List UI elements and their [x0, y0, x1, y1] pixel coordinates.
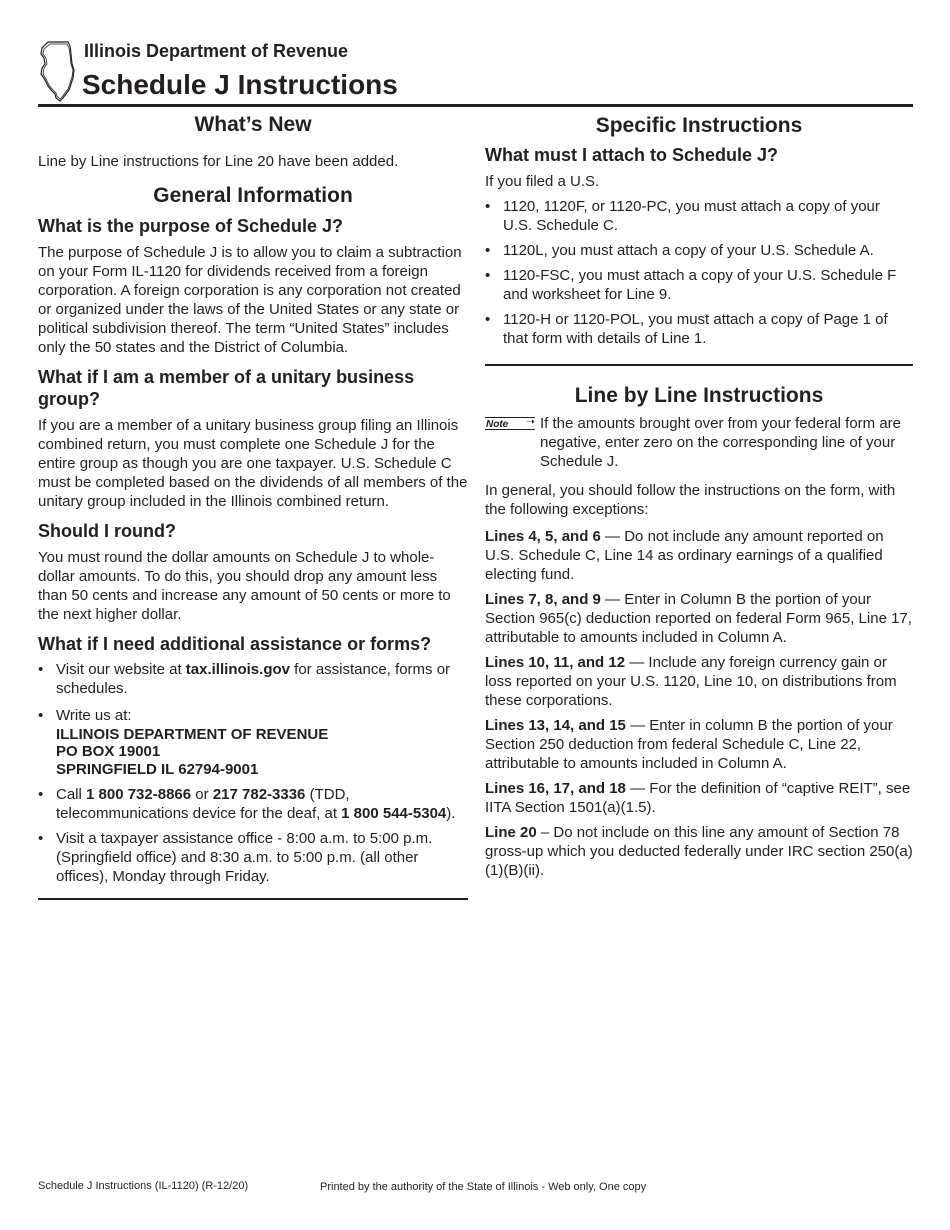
general-exceptions-text: In general, you should follow the instructions on the form, with the following exceptions: [485, 482, 896, 518]
purpose-answer: The purpose of Schedule J is to allow you to claim a subtraction on your Form IL-1120 for dividends received from a foreign corporation. A foreign corporation is any corporation not created or organized under the laws of the United States or any state or political subdivision thereof. The term “United States” includes only the 50 states and the District of Columbia. [38, 244, 462, 356]
specific-instructions-heading: Specific Instructions [595, 114, 803, 137]
attach-list [485, 197, 913, 348]
line-instruction: Lines 16, 17, and 18 — For the definition of “captive REIT”, see IITA Section 1501(a)(1.5). [485, 780, 911, 816]
list-item: • Visit a taxpayer assistance office - 8:00 a.m. to 5:00 p.m. (Springfield office) and 8:30 a.m. to 5:00 p.m. (all other offices), Monday through Friday. [38, 829, 468, 886]
line-instruction: Lines 10, 11, and 12 — Include any foreign currency gain or loss reported on your U.S. 1120, Line 10, on distributions from these corporations. [485, 654, 897, 709]
assistance-question: What if I need additional assistance or forms? [38, 634, 432, 654]
phone-number: 217 782-3336 [212, 786, 306, 803]
website-link[interactable]: tax.illinois.gov [185, 661, 290, 678]
assistance-list [38, 660, 468, 886]
page-title: Schedule J Instructions [82, 69, 398, 100]
list-item: • 1120-H or 1120-POL, you must attach a copy of Page 1 of that form with details of Line 1. [485, 310, 913, 348]
unitary-answer: If you are a member of a unitary business group filing an Illinois combined return, you must complete one Schedule J for the entire group as though you are one taxpayer. U.S. Schedule C must be completed based on the dividends of all members of the unitary group included in the Illinois combined return. [38, 417, 468, 510]
list-item: • 1120-FSC, you must attach a copy of your U.S. Schedule F and worksheet for Line 9. [485, 266, 913, 304]
line-instruction: Lines 7, 8, and 9 — Enter in Column B the portion of your Section 965(c) deduction reported on federal Form 965, Line 17, attributable to amounts included in Column A. [485, 591, 912, 646]
illinois-state-outline-icon [38, 40, 78, 102]
phone-number: 1 800 544-5304 [341, 805, 447, 822]
general-information-heading: General Information [153, 184, 353, 207]
attach-intro: If you filed a U.S. [485, 173, 600, 190]
line-instruction: Lines 13, 14, and 15 — Enter in column B the portion of your Section 250 deduction from federal Schedule C, Line 22, attributable to amounts included in Column A. [485, 717, 893, 772]
list-item: • Visit our website at tax.illinois.gov for assistance, forms or schedules. [38, 660, 468, 698]
left-column [38, 110, 468, 900]
whats-new-text: Line by Line instructions for Line 20 have been added. [38, 153, 399, 170]
mailing-address-line: ILLINOIS DEPARTMENT OF REVENUE [56, 726, 329, 743]
list-item: • 1120L, you must attach a copy of your U.S. Schedule A. [485, 241, 913, 260]
footer-form-id: Schedule J Instructions (IL-1120) (R-12/20) [38, 1180, 249, 1192]
list-item: • Write us at: ILLINOIS DEPARTMENT OF REVENUE PO BOX 19001 SPRINGFIELD IL 62794-9001 [38, 706, 468, 779]
section-divider [485, 364, 913, 366]
right-column [485, 110, 913, 880]
phone-number: 1 800 732-8866 [86, 786, 192, 803]
whats-new-heading: What’s New [194, 113, 312, 136]
line-instruction: Lines 4, 5, and 6 — Do not include any amount reported on U.S. Schedule C, Line 14 as ordinary earnings of a qualified electing fund. [485, 528, 884, 583]
section-divider [38, 898, 468, 900]
line-by-line-heading: Line by Line Instructions [574, 384, 824, 407]
page-header [38, 40, 912, 104]
note-callout [485, 414, 913, 471]
purpose-question: What is the purpose of Schedule J? [38, 216, 344, 236]
mailing-address-line: PO BOX 19001 [56, 743, 161, 760]
unitary-question: What if I am a member of a unitary business group? [38, 367, 415, 409]
note-icon: Note ➝ [486, 416, 535, 430]
round-answer: You must round the dollar amounts on Schedule J to whole-dollar amounts. To do this, you should drop any amount less than 50 cents and increase any amount of 50 cents or more to the next higher dollar. [38, 549, 451, 623]
list-item: • Call 1 800 732-8866 or 217 782-3336 (TDD, telecommunications device for the deaf, at 1 800 544-5304). [38, 785, 468, 823]
note-text: If the amounts brought over from your federal form are negative, enter zero on the corresponding line of your Schedule J. [540, 415, 902, 470]
footer-authority: Printed by the authority of the State of Illinois - Web only, One copy [320, 1181, 647, 1193]
agency-name: Illinois Department of Revenue [84, 41, 349, 61]
line-instruction: Line 20 – Do not include on this line any amount of Section 78 gross-up which you deducted federally under IRC section 250(a)(1)(B)(ii). [485, 824, 913, 879]
list-item: • 1120, 1120F, or 1120-PC, you must attach a copy of your U.S. Schedule C. [485, 197, 913, 235]
mailing-address-line: SPRINGFIELD IL 62794-9001 [56, 761, 259, 778]
attach-question: What must I attach to Schedule J? [485, 145, 779, 165]
round-question: Should I round? [38, 521, 176, 541]
header-divider [38, 104, 913, 107]
